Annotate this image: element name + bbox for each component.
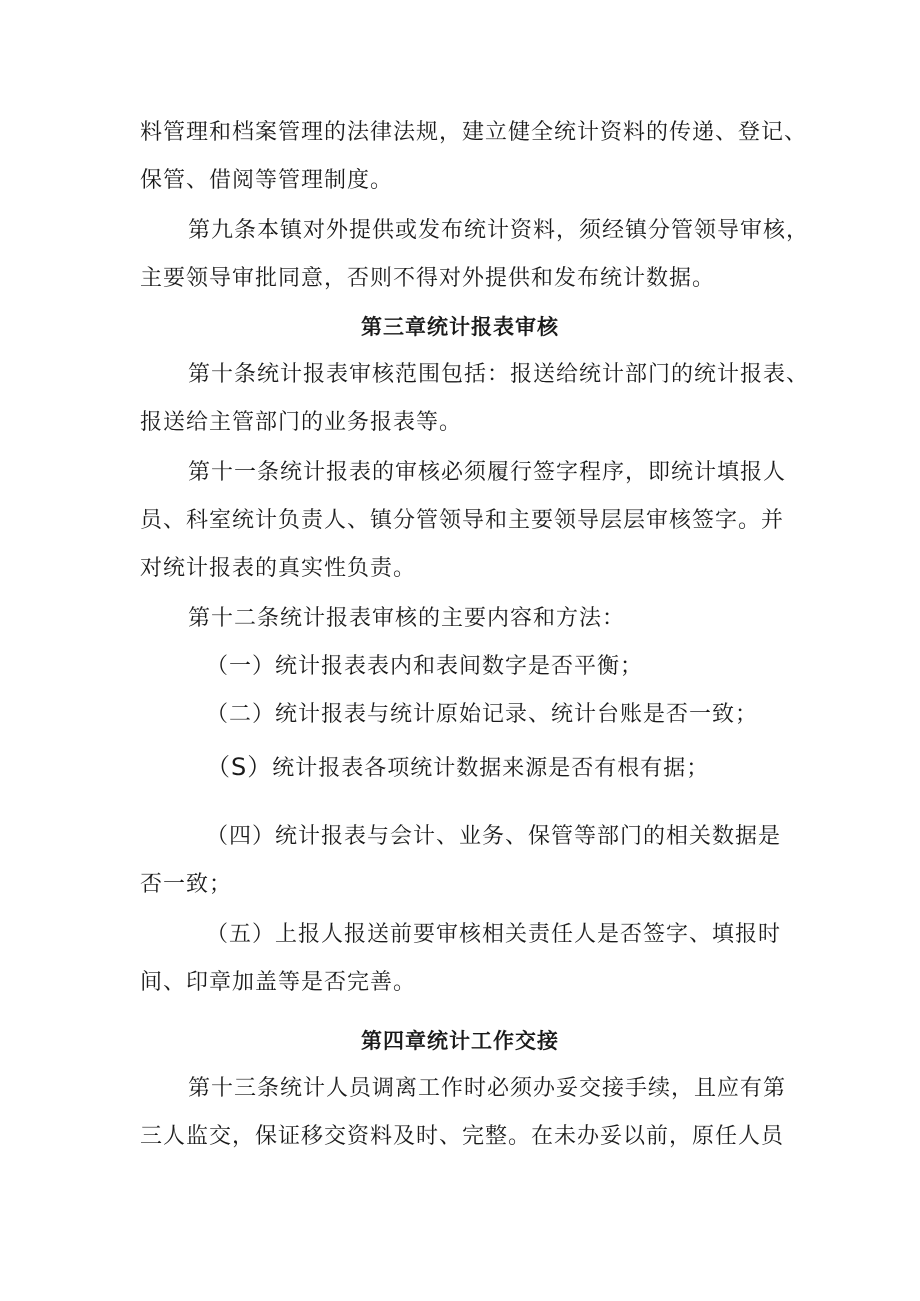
list-item bbox=[206, 752, 790, 784]
paragraph-line: 对统计报表的真实性负责。 bbox=[140, 556, 417, 581]
chapter-heading: 第三章统计报表审核 bbox=[361, 315, 559, 339]
paragraph-line: 料管理和档案管理的法律法规，建立健全统计资料的传递、登记、 bbox=[140, 120, 808, 145]
chapter-heading: 第四章统计工作交接 bbox=[361, 1029, 559, 1053]
paragraph-line: 三人监交，保证移交资料及时、完整。在未办妥以前，原任人员 bbox=[140, 1124, 785, 1149]
list-item: （四）统计报表与会计、业务、保管等部门的相关数据是 bbox=[206, 824, 782, 849]
paragraph-line: 报送给主管部门的业务报表等。 bbox=[140, 410, 463, 435]
paragraph-line: 否一致； bbox=[140, 872, 233, 897]
article-11-line: 第十一条统计报表的审核必须履行签字程序，即统计填报人 bbox=[188, 460, 787, 485]
list-marker: （S） bbox=[206, 753, 273, 781]
article-9-line: 第九条本镇对外提供或发布统计资料，须经镇分管领导审核， bbox=[188, 218, 810, 243]
list-item: （五）上报人报送前要审核相关责任人是否签字、填报时 bbox=[206, 922, 782, 947]
list-item: （一）统计报表表内和表间数字是否平衡； bbox=[206, 654, 644, 679]
paragraph-line: 间、印章加盖等是否完善。 bbox=[140, 970, 417, 995]
paragraph-line: 保管、借阅等管理制度。 bbox=[140, 168, 394, 193]
article-12-line: 第十二条统计报表审核的主要内容和方法： bbox=[188, 606, 626, 631]
paragraph-line: 员、科室统计负责人、镇分管领导和主要领导层层审核签字。并 bbox=[140, 508, 785, 533]
article-10-line: 第十条统计报表审核范围包括：报送给统计部门的统计报表、 bbox=[188, 362, 810, 387]
list-item: （二）统计报表与统计原始记录、统计台账是否一致； bbox=[206, 702, 759, 727]
list-item-text: 统计报表各项统计数据来源是否有根有据； bbox=[272, 756, 710, 781]
paragraph-line: 主要领导审批同意，否则不得对外提供和发布统计数据。 bbox=[140, 266, 716, 291]
article-13-line: 第十三条统计人员调离工作时必须办妥交接手续，且应有第 bbox=[188, 1076, 787, 1101]
